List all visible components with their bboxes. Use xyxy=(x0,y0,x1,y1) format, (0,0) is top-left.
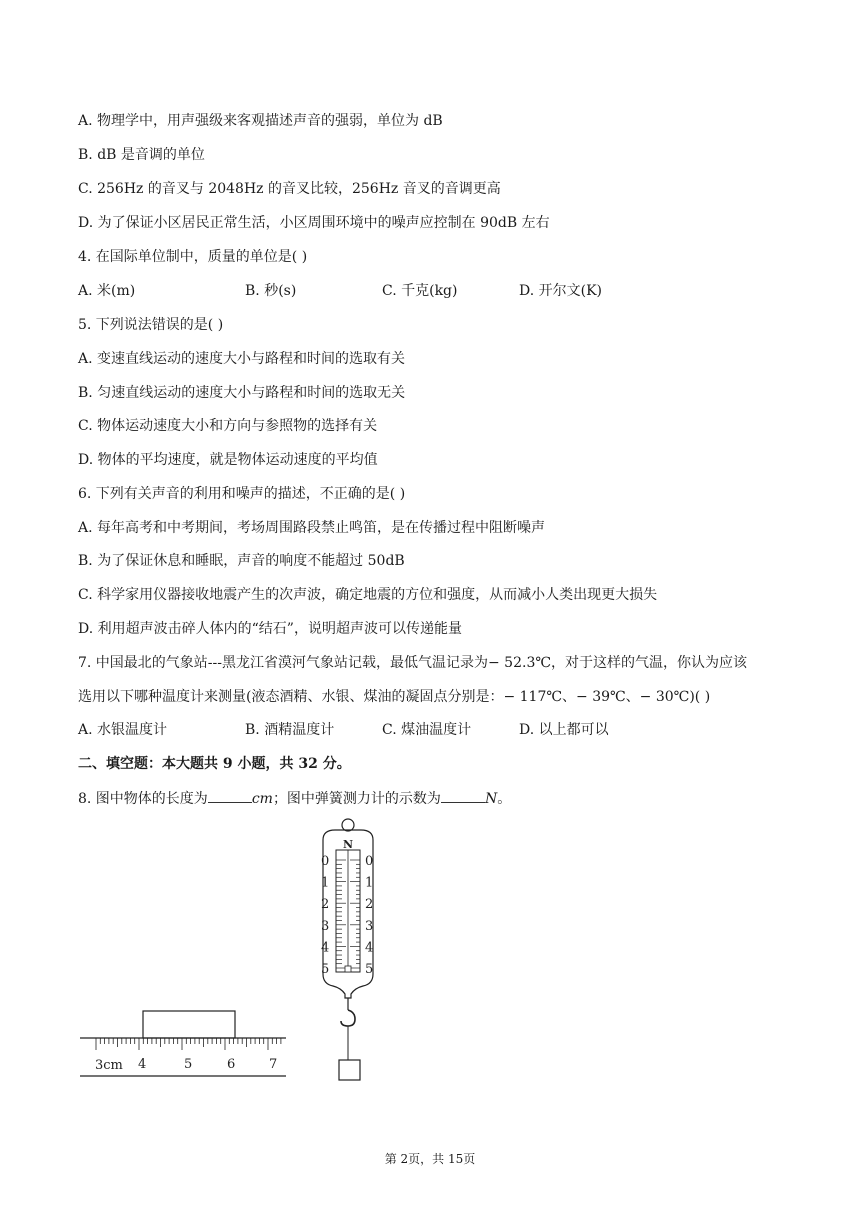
q8-part1: 8. 图中物体的长度为 xyxy=(78,791,208,807)
q6-option-a: A. 每年高考和中考期间，考场周围路段禁止鸣笛，是在传播过程中阻断噪声 xyxy=(78,520,546,536)
hook xyxy=(341,1010,355,1026)
answer-blank-2 xyxy=(441,788,485,803)
scale-label-left: 4 xyxy=(321,940,330,956)
question-6: 6. 下列有关声音的利用和噪声的描述，不正确的是( ) xyxy=(78,486,406,502)
ruler-ticks xyxy=(96,1038,281,1050)
scale-label-right: 0 xyxy=(365,854,374,869)
page-footer: 第 2页，共 15页 xyxy=(384,1152,476,1166)
q5-option-a: A. 变速直线运动的速度大小与路程和时间的选取有关 xyxy=(78,351,406,367)
ruler-label-5: 5 xyxy=(184,1057,193,1072)
q3-option-d: D. 为了保证小区居民正常生活，小区周围环境中的噪声应控制在 90dB 左右 xyxy=(78,215,550,231)
scale-label-right: 1 xyxy=(365,875,374,891)
q7-option-d: D. 以上都可以 xyxy=(519,722,609,738)
hanging-weight xyxy=(339,1060,360,1080)
scale-label-right: 3 xyxy=(365,918,374,934)
question-7-line2: 选用以下哪种温度计来测量(液态酒精、水银、煤油的凝固点分别是：− 117℃、− 39℃、− 30℃)( ) xyxy=(78,689,711,705)
q8-part2: ；图中弹簧测力计的示数为 xyxy=(272,791,441,807)
question-5: 5. 下列说法错误的是( ) xyxy=(78,317,224,333)
scale-label-right: 5 xyxy=(365,962,374,977)
section-title: 二、填空题：本大题共 9 小题，共 32 分。 xyxy=(78,756,351,772)
q4-option-a: A. 米(m) xyxy=(78,283,136,299)
scale-label-left: 5 xyxy=(321,962,330,977)
question-7-line1: 7. 中国最北的气象站---黑龙江省漠河气象站记载，最低气温记录为− 52.3℃，对于这样的气温，你认为应该 xyxy=(78,655,748,671)
q3-option-a: A. 物理学中，用声强级来客观描述声音的强弱，单位为 dB xyxy=(78,113,443,129)
q6-option-b: B. 为了保证休息和睡眠，声音的响度不能超过 50dB xyxy=(78,553,405,569)
q5-option-b: B. 匀速直线运动的速度大小与路程和时间的选取无关 xyxy=(78,385,406,401)
answer-blank-1 xyxy=(208,788,252,803)
measured-object xyxy=(143,1011,235,1038)
q7-option-b: B. 酒精温度计 xyxy=(245,722,335,738)
q4-option-c: C. 千克(kg) xyxy=(382,283,458,299)
scale-unit-label: N xyxy=(343,838,354,851)
scale-label-right: 4 xyxy=(365,940,374,956)
question-4: 4. 在国际单位制中，质量的单位是( ) xyxy=(78,249,308,265)
ruler-label-4: 4 xyxy=(138,1057,147,1072)
q3-option-c: C. 256Hz 的音叉与 2048Hz 的音叉比较，256Hz 音叉的音调更高 xyxy=(78,181,501,197)
q5-option-c: C. 物体运动速度大小和方向与参照物的选择有关 xyxy=(78,418,378,434)
q8-unit1: cm xyxy=(251,791,273,807)
scale-label-left: 3 xyxy=(321,918,330,934)
q8-end: 。 xyxy=(497,791,512,807)
q7-option-c: C. 煤油温度计 xyxy=(382,722,472,738)
scale-label-left: 1 xyxy=(321,875,330,891)
top-ring xyxy=(342,819,354,831)
scale-label-left: 0 xyxy=(321,854,330,869)
question-8 xyxy=(78,788,511,809)
q7-option-a: A. 水银温度计 xyxy=(78,722,168,738)
ruler-unit-label: 3cm xyxy=(95,1058,123,1073)
ruler-labels xyxy=(95,1057,277,1073)
q3-option-b: B. dB 是音调的单位 xyxy=(78,147,205,163)
ruler-label-7: 7 xyxy=(269,1057,278,1072)
scale-label-left: 2 xyxy=(321,897,330,913)
spring-scale-figure xyxy=(313,816,393,1084)
q5-option-d: D. 物体的平均速度，就是物体运动速度的平均值 xyxy=(78,452,378,468)
pointer xyxy=(345,966,351,972)
q6-option-c: C. 科学家用仪器接收地震产生的次声波，确定地震的方位和强度，从而减小人类出现更大损失 xyxy=(78,587,658,603)
q6-option-d: D. 利用超声波击碎人体内的“结石”，说明超声波可以传递能量 xyxy=(78,621,462,637)
scale-labels xyxy=(321,854,373,977)
ruler-label-6: 6 xyxy=(227,1057,236,1072)
q4-option-d: D. 开尔文(K) xyxy=(519,283,603,299)
scale-label-right: 2 xyxy=(365,897,374,913)
q8-unit2: N xyxy=(484,791,498,807)
q4-option-b: B. 秒(s) xyxy=(245,283,297,299)
ruler-figure xyxy=(76,1005,290,1081)
